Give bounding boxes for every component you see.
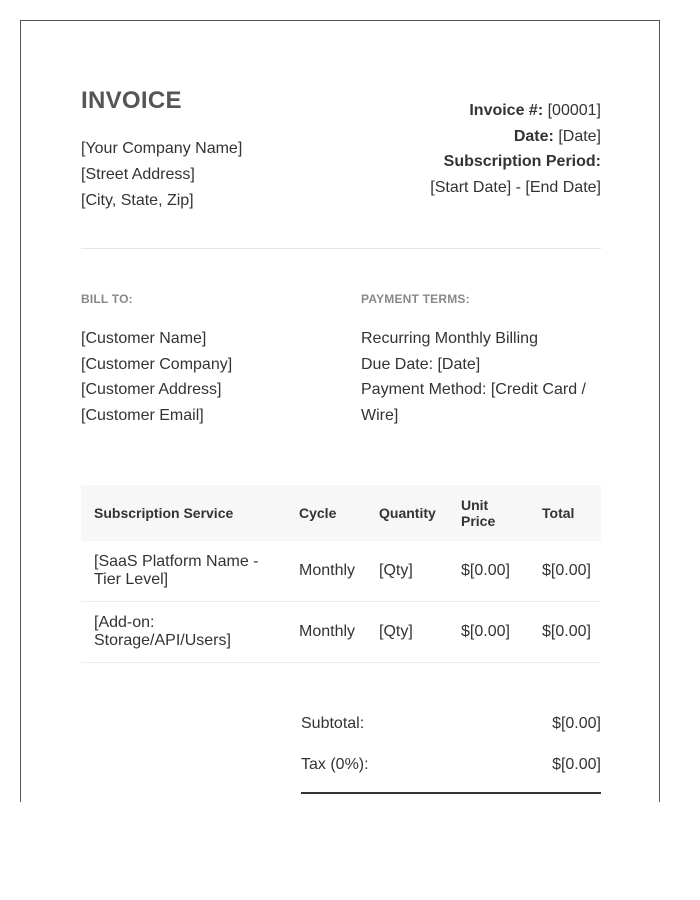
customer-name: [Customer Name] <box>81 330 207 347</box>
subtotal-value: $[0.00] <box>552 715 601 732</box>
invoice-date-label: Date: <box>513 127 554 145</box>
cell-quantity: [Qty] <box>367 602 448 663</box>
subtotal-label: Subtotal: <box>301 715 365 732</box>
tax-row <box>301 750 601 791</box>
invoice-number-label: Invoice #: <box>469 102 544 119</box>
customer-email: [Customer Email] <box>81 406 204 424</box>
subtotal-row <box>301 709 601 750</box>
col-header-cycle: Cycle <box>287 485 367 541</box>
customer-company: [Customer Company] <box>81 355 233 373</box>
invoice-title: INVOICE <box>81 87 182 114</box>
payment-terms-heading: PAYMENT TERMS: <box>361 292 470 306</box>
company-address <box>81 136 242 214</box>
cell-service: [Add-on: Storage/API/Users] <box>81 602 287 663</box>
due-date: Due Date: [Date] <box>361 355 481 373</box>
subscription-period-value: [Start Date] - [End Date] <box>430 178 601 196</box>
cell-unit-price: $[0.00] <box>448 602 529 663</box>
customer-address: [Customer Address] <box>81 381 222 398</box>
payment-terms-section <box>361 292 601 428</box>
col-header-service: Subscription Service <box>81 485 287 541</box>
cell-total: $[0.00] <box>529 602 601 663</box>
line-items-table <box>81 485 601 663</box>
bill-to-lines <box>81 326 341 428</box>
col-header-total: Total <box>529 485 601 541</box>
subscription-period-label: Subscription Period: <box>443 153 601 170</box>
table-header-row <box>81 485 601 541</box>
header-divider <box>81 248 601 249</box>
tax-label: Tax (0%): <box>301 756 369 773</box>
invoice-date-value: [Date] <box>558 127 601 145</box>
col-header-unit-price: Unit Price <box>448 485 529 541</box>
totals-section <box>301 709 601 794</box>
invoice-number-row <box>430 98 601 124</box>
bill-to-heading: BILL TO: <box>81 292 133 306</box>
invoice-number-value: [00001] <box>547 102 601 119</box>
billing-frequency: Recurring Monthly Billing <box>361 330 538 347</box>
company-city: [City, State, Zip] <box>81 192 194 209</box>
invoice-meta <box>430 98 601 200</box>
payment-terms-lines <box>361 326 601 428</box>
table-row <box>81 541 601 602</box>
company-name: [Your Company Name] <box>81 140 243 157</box>
tax-value: $[0.00] <box>552 756 601 773</box>
invoice-date-row <box>430 124 601 150</box>
invoice-sheet <box>20 20 660 802</box>
cell-quantity: [Qty] <box>367 541 448 602</box>
cell-unit-price: $[0.00] <box>448 541 529 602</box>
payment-method: Payment Method: [Credit Card / Wire] <box>361 381 586 424</box>
cell-total: $[0.00] <box>529 541 601 602</box>
col-header-quantity: Quantity <box>367 485 448 541</box>
bill-to-section <box>81 292 341 428</box>
table-row <box>81 602 601 663</box>
cell-cycle: Monthly <box>287 541 367 602</box>
cell-service: [SaaS Platform Name - Tier Level] <box>81 541 287 602</box>
totals-divider <box>301 792 601 794</box>
cell-cycle: Monthly <box>287 602 367 663</box>
company-street: [Street Address] <box>81 166 195 183</box>
